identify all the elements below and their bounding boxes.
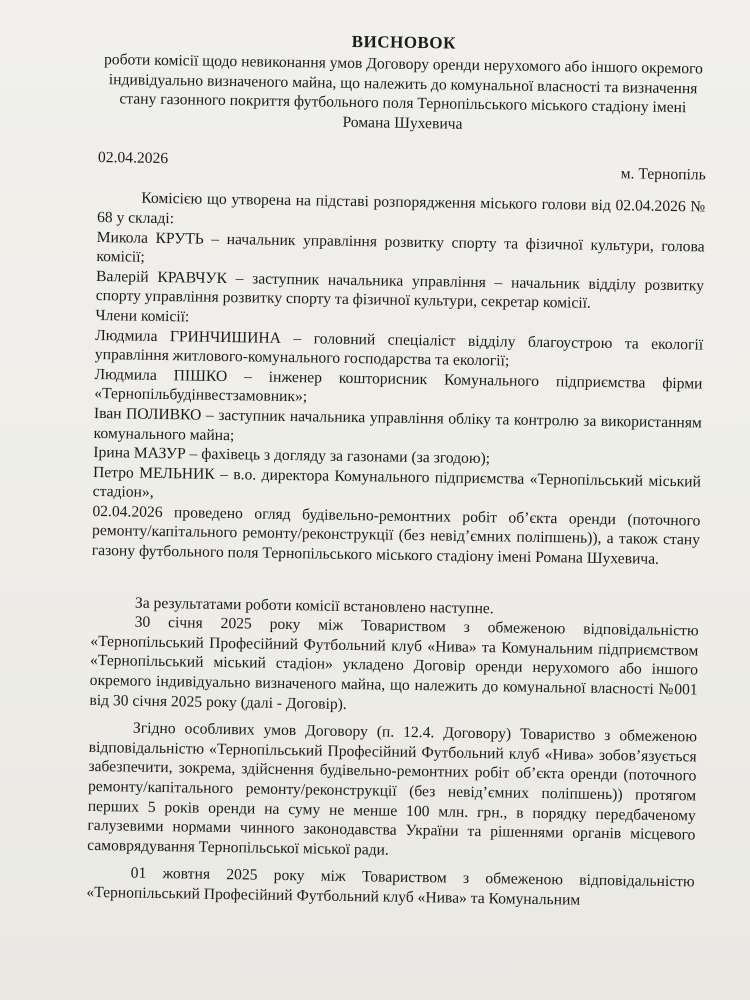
document-title: ВИСНОВОК	[351, 31, 457, 53]
body-paragraph: 01 жовтня 2025 року між Товариством з обмеженою відповідальністю «Тернопільський Професійний Футбольний клуб «Нива» та Комунальним	[86, 864, 695, 909]
document-subtitle: роботи комісії щодо невиконання умов Договору оренди нерухомого або іншого окремого індивідуально визначеного майна, що належить до комунальної власності та визначення стану газонного покриття футбольного поля Тернопільського міського стадіону імені Романа Шухевича	[103, 51, 704, 133]
commission-member: Ірина МАЗУР – фахівець з догляду за газонами (за згодою);	[93, 444, 491, 468]
commission-member-chair: Микола КРУТЬ – начальник управління розвитку спорту та фізичної культури, голова комісії;	[96, 228, 705, 266]
commission-member: Іван ПОЛИВКО – заступник начальника управління обліку та контролю за використанням комунального майна;	[93, 404, 703, 444]
inspection-statement: 02.04.2026 проведено огляд будівельно-ремонтних робіт об’єкта оренди (поточного ремонту/капітального ремонту/реконструкції (без невід’ємних поліпшень)), а також стану газону футбольного поля Тернопільського міського стадіону імені Романа Шухевича.	[91, 502, 701, 568]
results-intro: За результатами роботи комісії встановлено наступне.	[134, 594, 494, 617]
document-body	[86, 28, 708, 912]
commission-member: Петро МЕЛЬНИК – в.о. директора Комунального підприємства «Тернопільський міський стадіон»,	[92, 463, 702, 502]
document-city: м. Тернопіль	[620, 165, 706, 184]
body-paragraph: 30 січня 2025 року між Товариством з обмеженою відповідальністю «Тернопільський Професійний Футбольний клуб «Нива» та Комунальним підприємством «Тернопільський міський стадіон» укладено Договір оренди нерухомого або іншого окремого індивідуально визначеного майна, що належить до комунальної власності №001 від 30 січня 2025 року (далі - Договір).	[89, 613, 699, 713]
commission-members-heading: Члени комісії:	[95, 306, 190, 326]
commission-intro: Комісією що утворена на підставі розпорядження міського голови від 02.04.2026 № 68 у складі:	[96, 190, 706, 228]
commission-member: Людмила ГРИНЧИШИНА – головний спеціаліст відділу благоустрою та екології управління житлового-комунального господарства та екології;	[94, 326, 704, 370]
document-date: 02.04.2026	[97, 149, 169, 168]
commission-member: Людмила ПІШКО – інженер кошторисник Комунального підприємства фірми «Тернопільбудінвестзамовник»;	[94, 365, 703, 406]
body-paragraph: Згідно особливих умов Договору (п. 12.4. Договору) Товариство з обмеженою відповідальністю «Тернопільський Професійний Футбольний клуб «Нива» зобов’язується забезпечити, зокрема, здійснення будівельно-ремонтних робіт об’єкта оренди (поточного ремонту/капітального ремонту/реконструкції (без невід’ємних поліпшень)) протягом перших 5 років оренди на суму не менше 100 млн. грн., в порядку передбаченому галузевими нормами чинного законодавства України та рішеннями органів місцевого самоврядування Тернопільської міської ради.	[87, 719, 698, 859]
commission-member-secretary: Валерій КРАВЧУК – заступник начальника управління – начальник відділу розвитку спорту управління розвитку спорту та фізичної культури, секретар комісії.	[95, 267, 705, 313]
